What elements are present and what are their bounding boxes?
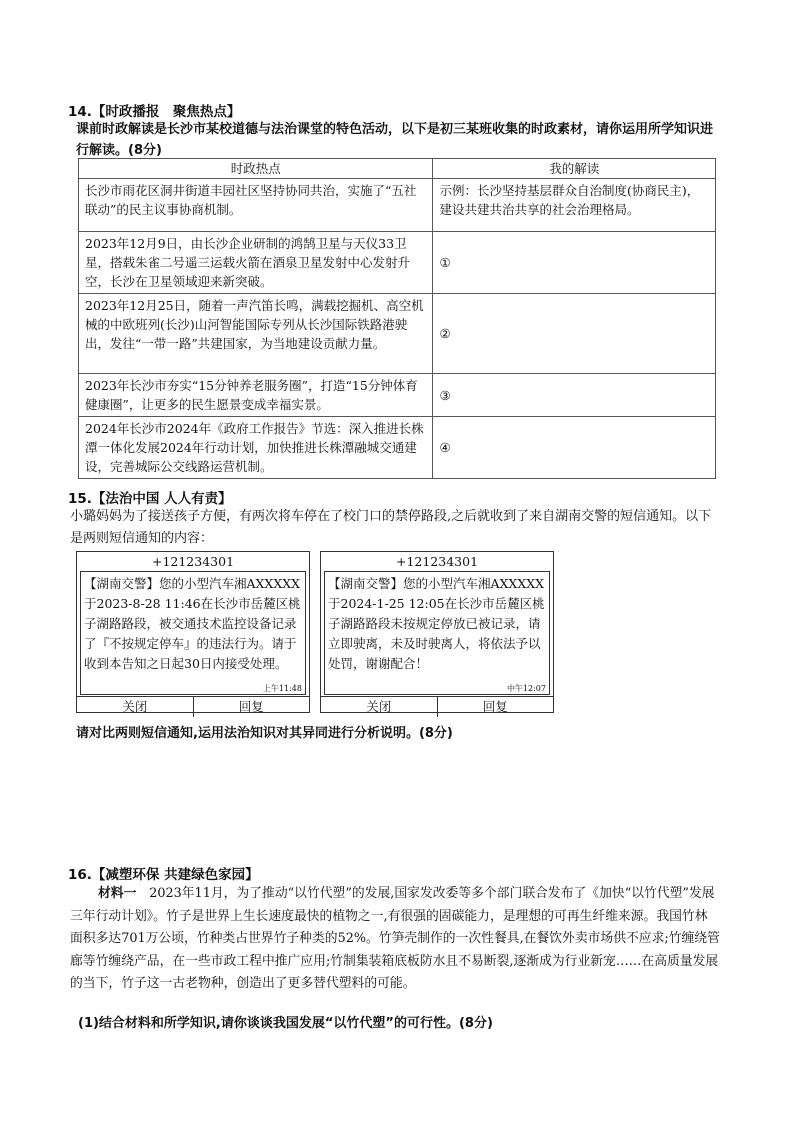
table-header-row (79, 159, 716, 179)
hotspot-cell: 2023年12月25日，随着一声汽笛长鸣，满载挖掘机、高空机械的中欧班列(长沙)山河智能国际专列从长沙国际铁路港驶出，发往“一带一路”共建国家，为当地建设贡献力量。 (79, 294, 433, 374)
q16-question: (1)结合材料和所学知识,请你谈谈我国发展“以竹代塑”的可行性。(8分) (78, 1016, 493, 1031)
answer-cell: ① (433, 232, 716, 294)
answer-cell: ③ (433, 374, 716, 417)
close-button[interactable]: 关闭 (122, 699, 148, 714)
table-row (79, 374, 716, 417)
table-row (79, 232, 716, 294)
sms-notification-2 (320, 551, 554, 713)
material-text: 2023年11月，为了推动“以竹代塑”的发展,国家发改委等多个部门联合发布了《加快“以竹代塑”发展三年行动计划》。竹子是世界上生长速度最快的植物之一,有很强的固碳能力，是理想的可再生纤维来源。我国竹林面积多达701万公顷，竹种类占世界竹子种类的52%。竹笋壳制作的一次性餐具,在餐饮外卖市场供不应求;竹缠绕管廊等竹缠绕产品，在一些市政工程中推广应用;竹制集装箱底板防水且不易断裂,逐渐成为行业新宠……在高质量发展的当下，竹子这一古老物种，创造出了更多替代塑料的可能。 (70, 886, 720, 991)
table-row (79, 294, 716, 374)
hotspot-cell: 2023年12月9日，由长沙企业研制的鸿鹄卫星与天仪33卫星，搭载朱雀二号遥三运载火箭在酒泉卫星发射中心发射升空，长沙在卫星领域迎来新突破。 (79, 232, 433, 294)
sms-time: 中午12:07 (506, 684, 546, 693)
table-row (79, 179, 716, 232)
answer-cell: ④ (433, 417, 716, 479)
answer-cell: ② (433, 294, 716, 374)
sms-text: 【湖南交警】您的小型汽车湘AXXXXX于2024-1-25 12:05在长沙市岳麓区桃子湖路路段未按规定停放已被记录，请立即驶离，未及时驶离人，将依法予以处罚，谢谢配合！ (328, 576, 545, 671)
close-button[interactable]: 关闭 (366, 699, 392, 714)
reply-button[interactable]: 回复 (437, 697, 554, 717)
column-header-hotspot: 时政热点 (79, 159, 433, 179)
sender-number: +121234301 (395, 554, 479, 569)
hotspot-cell: 2024年长沙市2024年《政府工作报告》节选：深入推进长株潭一体化发展2024年行动计划，加快推进长株潭融城交通建设，完善城际公交线路运营机制。 (79, 417, 433, 479)
sms-notification-1 (76, 551, 310, 713)
hotspot-cell: 长沙市雨花区洞井街道丰园社区坚持协同共治，实施了“五社联动”的民主议事协商机制。 (79, 179, 433, 232)
material-label: 材料一 (98, 886, 137, 901)
q15-question: 请对比两则短信通知,运用法治知识对其异同进行分析说明。(8分) (76, 726, 453, 741)
sms-message-body (324, 571, 550, 695)
column-header-answer: 我的解读 (433, 159, 716, 179)
answer-cell: 示例：长沙坚持基层群众自治制度(协商民主)，建设共建共治共享的社会治理格局。 (433, 179, 716, 232)
table-row (79, 417, 716, 479)
q16-title: 16.【减塑环保 共建绿色家园】 (68, 867, 259, 883)
q14-table (78, 158, 716, 479)
hotspot-cell: 2023年长沙市夯实“15分钟养老服务圈”，打造“15分钟体育健康圈”，让更多的民生愿景变成幸福实景。 (79, 374, 433, 417)
q14-intro: 课前时政解读是长沙市某校道德与法治课堂的特色活动，以下是初三某班收集的时政素材，请你运用所学知识进行解读。(8分) (76, 122, 714, 158)
q15-title: 15.【法治中国 人人有责】 (68, 491, 232, 507)
reply-button[interactable]: 回复 (193, 697, 310, 717)
q15-intro: 小璐妈妈为了接送孩子方便，有两次将车停在了校门口的禁停路段,之后就收到了来自湖南交警的短信通知。以下是两则短信通知的内容： (70, 509, 712, 546)
sender-number: +121234301 (151, 554, 235, 569)
sms-text: 【湖南交警】您的小型汽车湘AXXXXX于2023-8-28 11:46在长沙市岳麓区桃子湖路路段，被交通技术监控设备记录了『不按规定停车』的违法行为。请于收到本告知之日起30日内接受处理。 (84, 576, 301, 671)
sms-time: 上午11:48 (262, 684, 302, 693)
q14-title: 14.【时政播报 聚焦热点】 (68, 104, 241, 120)
q16-material (70, 883, 720, 996)
sms-message-body (80, 571, 306, 695)
